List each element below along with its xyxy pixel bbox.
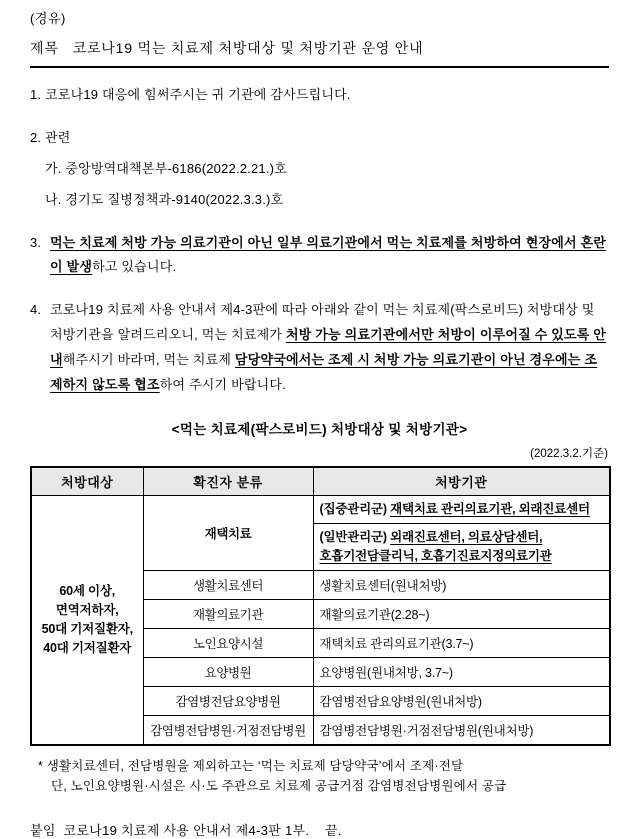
category-cell: 재활의료기관 [143,600,313,629]
org-intensive-group: (집중관리군) 재택치료 관리의료기관, 외래진료센터 [313,496,610,524]
footnote-1: * 생활치료센터, 전담병원을 제외하고는 ‘먹는 치료제 담당약국’에서 조제·전달 [38,758,464,773]
category-cell: 생활치료센터 [143,571,313,600]
footnotes [30,756,609,796]
subject-label: 제목 [30,40,59,56]
category-cell: 감염병전담병원·거점전담병원 [143,716,313,745]
category-cell: 감염병전담요양병원 [143,687,313,716]
header-institution: 처방기관 [313,467,610,496]
paragraph-3 [30,231,609,279]
paragraph-4 [30,297,609,397]
org-general-group: (일반관리군) 외래진료센터, 의료상담센터, 호흡기전담클리닉, 호흡기진료지정의료기관 [313,524,610,571]
reference-item-ga: 가. 중앙방역대책본부-6186(2022.2.21.)호 [45,161,287,176]
table-header-row [31,467,610,496]
subject-title: 코로나19 먹는 치료제 처방대상 및 처방기관 운영 안내 [72,40,424,56]
category-home-care: 재택치료 [143,496,313,571]
org-cell: 재택치료 관리의료기관(3.7~) [313,629,610,658]
org-cell: 재활의료기관(2.28~) [313,600,610,629]
table-row [31,496,610,524]
paragraph-1: 1. 코로나19 대응에 힘써주시는 귀 기관에 감사드립니다. [30,87,351,102]
attachment-line: 붙임 코로나19 치료제 사용 안내서 제4-3판 1부. 끝. [30,822,342,838]
table-caption: <먹는 치료제(팍스로비드) 처방대상 및 처방기관> [171,422,468,437]
title-divider [30,66,609,68]
reference-item-na: 나. 경기도 질병정책과-9140(2022.3.3.)호 [45,192,284,207]
via-line: (경유) [30,11,66,26]
paragraph-3-text: 먹는 치료제 처방 가능 의료기관이 아닌 일부 의료기관에서 먹는 치료제를 처방하여 현장에서 혼란이 발생하고 있습니다. [50,235,607,274]
header-patient-class: 확진자 분류 [143,467,313,496]
paragraph-4-text: 코로나19 치료제 사용 안내서 제4-3판에 따라 아래와 같이 먹는 치료제(팍스로비드) 처방대상 및 처방기관을 알려드리오니, 먹는 치료제가 처방 가능 의료기관에서만 처방이 이루어질 수 있도록 안내해주시기 바라며, 먹는 치료제 담당약국에서는 조제 시 처방 가능 의료기관이 아닌 경우에는 조제하지 않도록 협조하여 주시기 바랍니다. [50,302,607,392]
target-cell: 60세 이상, 면역저하자, 50대 기저질환자, 40대 기저질환자 [31,496,143,745]
org-cell: 생활치료센터(원내처방) [313,571,610,600]
header-target: 처방대상 [31,467,143,496]
paragraph-3-number: 3. [30,235,42,250]
org-cell: 요양병원(원내처방, 3.7~) [313,658,610,687]
paragraph-4-number: 4. [30,302,42,317]
paragraph-2-head: 2. 관련 [30,130,71,145]
subject-row [30,38,609,58]
category-cell: 요양병원 [143,658,313,687]
org-cell: 감염병전담요양병원(원내처방) [313,687,610,716]
org-cell: 감염병전담병원·거점전담병원(원내처방) [313,716,610,745]
table-date-note: (2022.3.2.기준) [530,448,608,460]
category-cell: 노인요양시설 [143,629,313,658]
paragraph-2 [30,126,609,212]
prescription-table [30,466,611,746]
footnote-2: 단, 노인요양병원·시설은 시·도 주관으로 치료제 공급거점 감염병전담병원에서 공급 [51,778,507,793]
